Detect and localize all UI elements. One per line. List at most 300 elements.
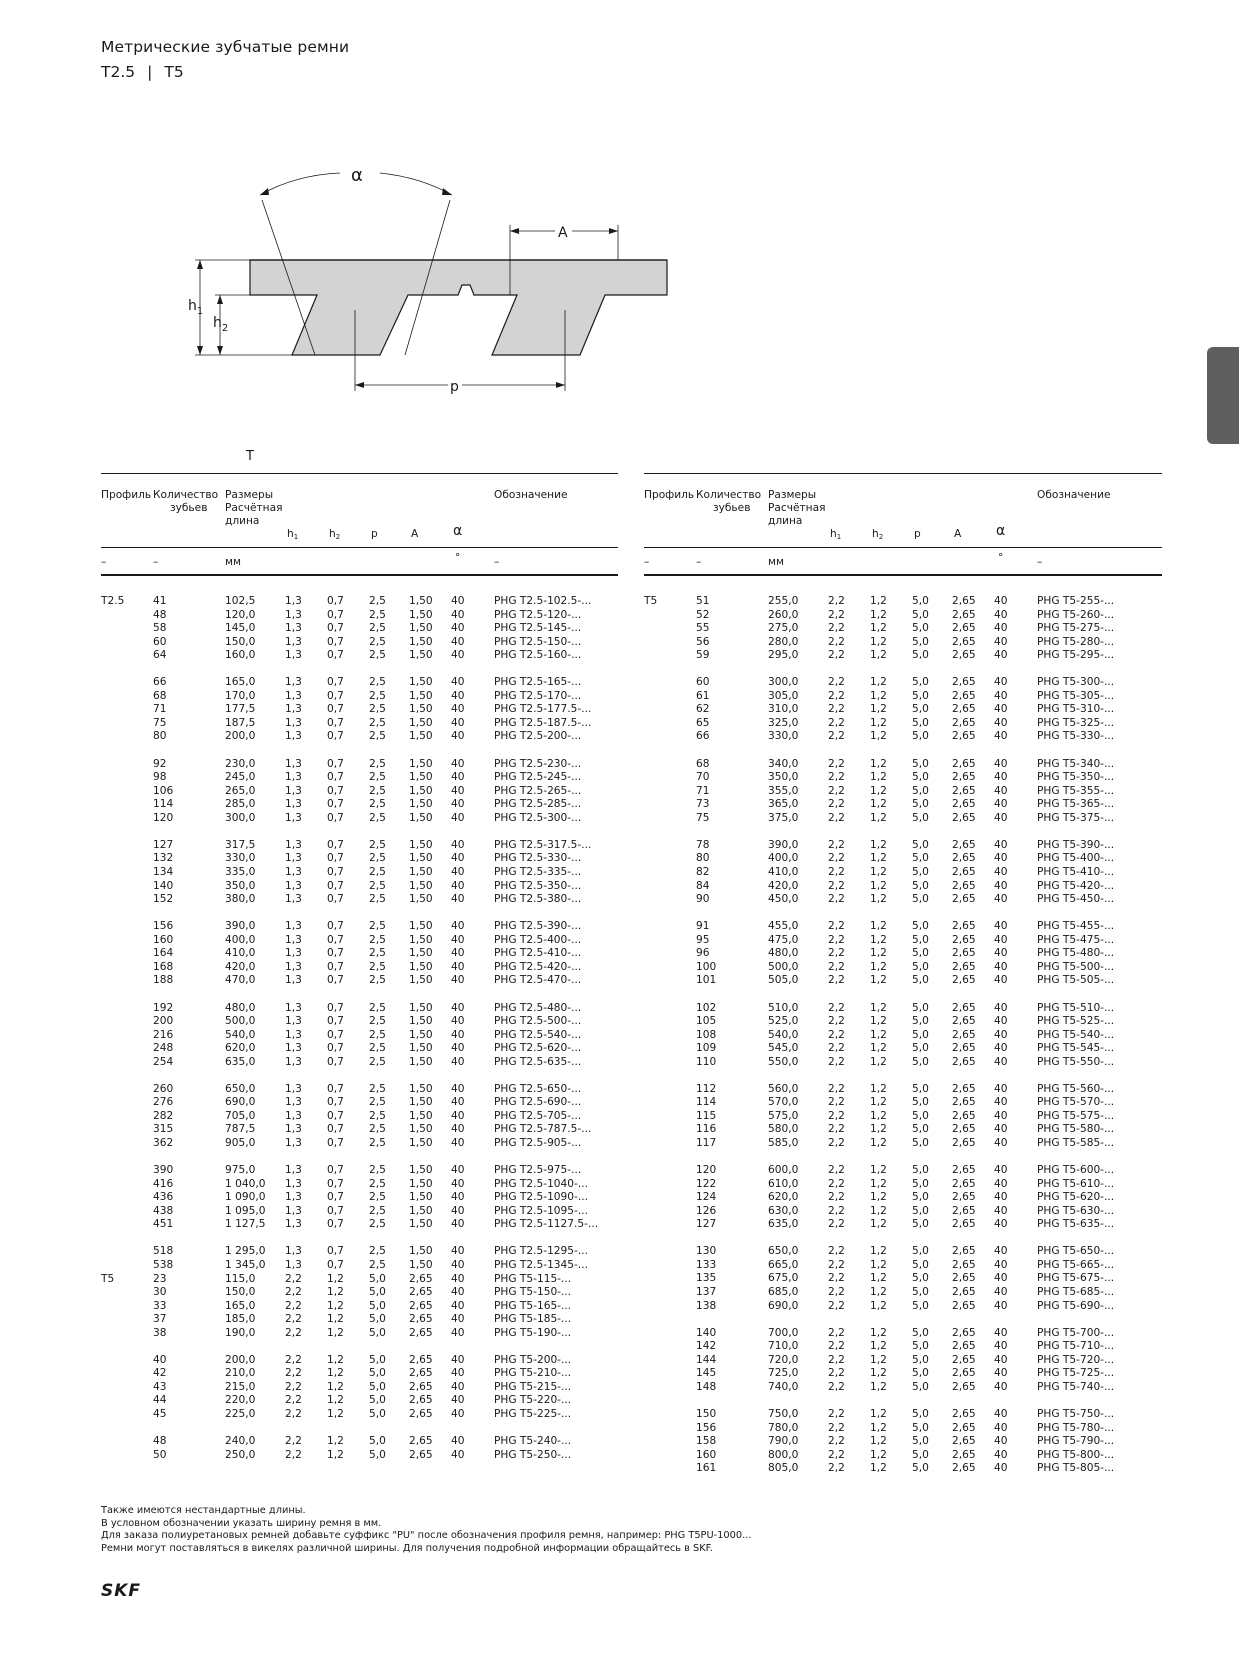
left-cell-h1: 1,3 — [285, 1218, 302, 1231]
right-cell-designation: PHG T5-570-... — [1037, 1096, 1115, 1109]
left-cell-designation: PHG T5-240-... — [494, 1435, 572, 1448]
left-cell-designation: PHG T5-225-... — [494, 1407, 572, 1420]
right-header-dims: Размеры — [768, 489, 817, 501]
right-cell-teeth: 109 — [696, 1042, 717, 1055]
right-cell-teeth: 148 — [696, 1380, 717, 1393]
left-cell-length: 690,0 — [225, 1096, 256, 1109]
left-cell-alpha: 40 — [451, 703, 465, 716]
left-cell-designation: PHG T2.5-905-... — [494, 1136, 582, 1149]
left-cell-teeth: 451 — [153, 1218, 174, 1231]
right-cell-alpha: 40 — [994, 1042, 1008, 1055]
right-table-row — [644, 974, 1162, 988]
left-table-row — [101, 961, 618, 975]
right-cell-a: 2,65 — [952, 920, 976, 933]
left-cell-h2: 0,7 — [327, 1001, 344, 1014]
left-cell-a: 1,50 — [409, 947, 433, 960]
left-cell-teeth: 164 — [153, 947, 174, 960]
skf-logo: SKF — [101, 1581, 142, 1601]
right-cell-h2: 1,2 — [870, 879, 887, 892]
left-cell-alpha: 40 — [451, 1286, 465, 1299]
right-cell-a: 2,65 — [952, 689, 976, 702]
left-cell-h1: 1,3 — [285, 595, 302, 607]
left-cell-alpha: 40 — [451, 1204, 465, 1217]
left-cell-teeth: 30 — [153, 1286, 167, 1299]
right-cell-a: 2,65 — [952, 1204, 976, 1217]
right-table-row — [644, 1435, 1162, 1449]
left-header-designation: Обозначение — [494, 489, 568, 501]
right-cell-teeth: 51 — [696, 595, 710, 607]
right-cell-a: 2,65 — [952, 974, 976, 987]
right-cell-designation: PHG T5-355-... — [1037, 784, 1115, 797]
a-label: A — [558, 225, 568, 241]
left-cell-h2: 1,2 — [327, 1380, 344, 1393]
right-table-row — [644, 1164, 1162, 1178]
left-cell-teeth: 438 — [153, 1204, 174, 1217]
right-cell-teeth: 90 — [696, 893, 710, 906]
left-cell-designation: PHG T2.5-787.5-... — [494, 1123, 592, 1136]
right-cell-a: 2,65 — [952, 716, 976, 729]
right-cell-alpha: 40 — [994, 1353, 1008, 1366]
right-cell-designation: PHG T5-310-... — [1037, 703, 1115, 716]
left-table-row — [101, 1449, 618, 1463]
right-table-row — [644, 880, 1162, 894]
right-cell-a: 2,65 — [952, 608, 976, 621]
right-cell-length: 275,0 — [768, 622, 799, 635]
left-cell-h1: 2,2 — [285, 1299, 302, 1312]
left-cell-alpha: 40 — [451, 649, 465, 662]
left-cell-teeth: 23 — [153, 1272, 167, 1285]
right-cell-h2: 1,2 — [870, 1435, 887, 1448]
left-table-row — [101, 852, 618, 866]
right-cell-h2: 1,2 — [870, 1028, 887, 1041]
left-cell-pitch: 2,5 — [369, 635, 386, 648]
right-table-row — [644, 1408, 1162, 1422]
left-cell-pitch: 2,5 — [369, 1123, 386, 1136]
left-cell-length: 335,0 — [225, 865, 256, 878]
right-cell-pitch: 5,0 — [912, 771, 929, 784]
left-cell-pitch: 2,5 — [369, 1109, 386, 1122]
right-cell-pitch: 5,0 — [912, 1353, 929, 1366]
section-tab[interactable] — [1207, 347, 1239, 444]
left-cell-designation: PHG T5-165-... — [494, 1299, 572, 1312]
left-cell-designation: PHG T2.5-335-... — [494, 865, 582, 878]
left-cell-length: 265,0 — [225, 784, 256, 797]
right-cell-pitch: 5,0 — [912, 933, 929, 946]
footnote-4: Ремни могут поставляться в викелях различной ширины. Для получения подробной информации обращайтесь в SKF. — [101, 1542, 713, 1554]
left-table-row — [101, 1096, 618, 1110]
left-cell-designation: PHG T2.5-102.5-... — [494, 595, 592, 607]
right-cell-alpha: 40 — [994, 784, 1008, 797]
right-cell-alpha: 40 — [994, 1367, 1008, 1380]
left-table-row — [101, 758, 618, 772]
left-cell-pitch: 2,5 — [369, 703, 386, 716]
left-cell-a: 1,50 — [409, 622, 433, 635]
left-cell-teeth: 260 — [153, 1082, 174, 1095]
right-cell-h1: 2,2 — [828, 1326, 845, 1339]
right-cell-length: 610,0 — [768, 1177, 799, 1190]
right-cell-teeth: 61 — [696, 689, 710, 702]
right-table-row — [644, 1327, 1162, 1341]
left-cell-teeth: 60 — [153, 635, 167, 648]
left-cell-designation: PHG T2.5-165-... — [494, 676, 582, 689]
right-cell-h1: 2,2 — [828, 974, 845, 987]
left-cell-h1: 1,3 — [285, 920, 302, 933]
left-table-row — [101, 1259, 618, 1273]
right-cell-pitch: 5,0 — [912, 1367, 929, 1380]
left-cell-h1: 1,3 — [285, 1109, 302, 1122]
right-table-row — [644, 1042, 1162, 1056]
right-cell-h1: 2,2 — [828, 1435, 845, 1448]
left-cell-h1: 1,3 — [285, 879, 302, 892]
left-cell-length: 317,5 — [225, 838, 256, 851]
right-cell-designation: PHG T5-455-... — [1037, 920, 1115, 933]
right-cell-alpha: 40 — [994, 920, 1008, 933]
left-cell-teeth: 44 — [153, 1394, 167, 1407]
right-cell-pitch: 5,0 — [912, 974, 929, 987]
right-cell-alpha: 40 — [994, 879, 1008, 892]
right-cell-pitch: 5,0 — [912, 703, 929, 716]
right-cell-h2: 1,2 — [870, 1109, 887, 1122]
right-cell-h1: 2,2 — [828, 703, 845, 716]
right-cell-h2: 1,2 — [870, 811, 887, 824]
right-cell-pitch: 5,0 — [912, 1421, 929, 1434]
left-cell-h2: 0,7 — [327, 716, 344, 729]
left-cell-pitch: 2,5 — [369, 730, 386, 743]
h2-arrow-bottom — [217, 346, 223, 355]
left-cell-alpha: 40 — [451, 1015, 465, 1028]
left-cell-h2: 0,7 — [327, 1136, 344, 1149]
left-cell-a: 2,65 — [409, 1394, 433, 1407]
right-cell-teeth: 144 — [696, 1353, 717, 1366]
left-cell-h2: 0,7 — [327, 757, 344, 770]
right-cell-h2: 1,2 — [870, 1123, 887, 1136]
right-cell-teeth: 142 — [696, 1340, 717, 1353]
left-table-row — [101, 1354, 618, 1368]
right-cell-designation: PHG T5-400-... — [1037, 852, 1115, 865]
left-cell-teeth: 37 — [153, 1313, 167, 1326]
left-cell-h1: 2,2 — [285, 1313, 302, 1326]
page-title: Метрические зубчатые ремни — [101, 38, 350, 56]
right-cell-alpha: 40 — [994, 1177, 1008, 1190]
right-cell-a: 2,65 — [952, 784, 976, 797]
right-cell-a: 2,65 — [952, 1028, 976, 1041]
left-table-row — [101, 1015, 618, 1029]
left-cell-pitch: 2,5 — [369, 974, 386, 987]
left-cell-alpha: 40 — [451, 689, 465, 702]
left-cell-pitch: 2,5 — [369, 1055, 386, 1068]
right-cell-designation: PHG T5-325-... — [1037, 716, 1115, 729]
left-cell-teeth: 152 — [153, 893, 174, 906]
left-cell-h2: 0,7 — [327, 1245, 344, 1258]
left-cell-length: 420,0 — [225, 960, 256, 973]
left-cell-teeth: 43 — [153, 1380, 167, 1393]
left-cell-h2: 0,7 — [327, 893, 344, 906]
left-cell-a: 1,50 — [409, 811, 433, 824]
right-cell-a: 2,65 — [952, 1015, 976, 1028]
right-cell-alpha: 40 — [994, 974, 1008, 987]
left-cell-teeth: 38 — [153, 1326, 167, 1339]
left-cell-alpha: 40 — [451, 1109, 465, 1122]
left-cell-length: 150,0 — [225, 635, 256, 648]
left-cell-alpha: 40 — [451, 1313, 465, 1326]
right-cell-h1: 2,2 — [828, 1380, 845, 1393]
left-table-row — [101, 703, 618, 717]
left-cell-a: 2,65 — [409, 1326, 433, 1339]
left-cell-h2: 0,7 — [327, 649, 344, 662]
right-cell-length: 805,0 — [768, 1462, 799, 1475]
right-cell-alpha: 40 — [994, 1082, 1008, 1095]
left-cell-alpha: 40 — [451, 1136, 465, 1149]
footnote-1: Также имеются нестандартные длины. — [101, 1505, 306, 1516]
right-cell-designation: PHG T5-790-... — [1037, 1435, 1115, 1448]
right-table-row — [644, 785, 1162, 799]
right-cell-length: 630,0 — [768, 1204, 799, 1217]
right-cell-length: 675,0 — [768, 1272, 799, 1285]
left-cell-h2: 0,7 — [327, 1082, 344, 1095]
left-cell-h1: 1,3 — [285, 771, 302, 784]
left-cell-designation: PHG T2.5-1095-... — [494, 1204, 588, 1217]
right-cell-h1: 2,2 — [828, 1042, 845, 1055]
right-cell-designation: PHG T5-600-... — [1037, 1164, 1115, 1177]
left-cell-h1: 2,2 — [285, 1286, 302, 1299]
right-cell-length: 510,0 — [768, 1001, 799, 1014]
left-cell-designation: PHG T2.5-150-... — [494, 635, 582, 648]
right-cell-h2: 1,2 — [870, 1082, 887, 1095]
right-cell-designation: PHG T5-410-... — [1037, 865, 1115, 878]
right-table-row — [644, 622, 1162, 636]
left-cell-alpha: 40 — [451, 595, 465, 607]
right-cell-a: 2,65 — [952, 595, 976, 607]
left-cell-a: 1,50 — [409, 676, 433, 689]
right-cell-teeth: 95 — [696, 933, 710, 946]
left-cell-pitch: 2,5 — [369, 798, 386, 811]
left-table-row — [101, 1381, 618, 1395]
left-header-h2-sub: 2 — [335, 533, 341, 541]
left-cell-a: 1,50 — [409, 635, 433, 648]
right-cell-length: 545,0 — [768, 1042, 799, 1055]
right-cell-designation: PHG T5-725-... — [1037, 1367, 1115, 1380]
right-cell-h1: 2,2 — [828, 635, 845, 648]
right-cell-pitch: 5,0 — [912, 1340, 929, 1353]
right-table-row — [644, 1340, 1162, 1354]
right-table-row — [644, 636, 1162, 650]
left-cell-alpha: 40 — [451, 1123, 465, 1136]
right-cell-h2: 1,2 — [870, 1258, 887, 1271]
right-cell-designation: PHG T5-710-... — [1037, 1340, 1115, 1353]
right-cell-h1: 2,2 — [828, 811, 845, 824]
right-cell-alpha: 40 — [994, 1218, 1008, 1231]
right-header-count2: зубьев — [713, 502, 751, 514]
left-cell-length: 705,0 — [225, 1109, 256, 1122]
right-cell-h2: 1,2 — [870, 974, 887, 987]
left-cell-a: 2,65 — [409, 1272, 433, 1285]
left-cell-designation: PHG T2.5-620-... — [494, 1042, 582, 1055]
left-cell-designation: PHG T5-220-... — [494, 1394, 572, 1407]
left-cell-pitch: 2,5 — [369, 893, 386, 906]
right-cell-pitch: 5,0 — [912, 1136, 929, 1149]
left-cell-h2: 0,7 — [327, 838, 344, 851]
right-cell-h2: 1,2 — [870, 1164, 887, 1177]
left-cell-alpha: 40 — [451, 1299, 465, 1312]
left-cell-a: 1,50 — [409, 771, 433, 784]
left-table-row — [101, 717, 618, 731]
left-unit-count: – — [153, 556, 159, 568]
right-cell-designation: PHG T5-580-... — [1037, 1123, 1115, 1136]
right-cell-designation: PHG T5-295-... — [1037, 649, 1115, 662]
left-cell-teeth: 192 — [153, 1001, 174, 1014]
right-cell-designation: PHG T5-675-... — [1037, 1272, 1115, 1285]
left-cell-a: 1,50 — [409, 649, 433, 662]
left-cell-pitch: 2,5 — [369, 920, 386, 933]
right-cell-teeth: 122 — [696, 1177, 717, 1190]
right-cell-h1: 2,2 — [828, 960, 845, 973]
left-cell-length: 165,0 — [225, 1299, 256, 1312]
h2-label: $h_2$ — [213, 315, 229, 334]
right-cell-h1: 2,2 — [828, 1109, 845, 1122]
right-cell-designation: PHG T5-805-... — [1037, 1462, 1115, 1475]
left-table-row — [101, 676, 618, 690]
alpha-arc-left — [260, 173, 340, 195]
left-cell-h2: 1,2 — [327, 1407, 344, 1420]
right-cell-h1: 2,2 — [828, 1353, 845, 1366]
left-cell-alpha: 40 — [451, 716, 465, 729]
left-cell-h2: 0,7 — [327, 798, 344, 811]
left-cell-length: 165,0 — [225, 676, 256, 689]
left-cell-alpha: 40 — [451, 1407, 465, 1420]
left-cell-alpha: 40 — [451, 1435, 465, 1448]
right-cell-h2: 1,2 — [870, 960, 887, 973]
left-cell-teeth: 48 — [153, 608, 167, 621]
right-cell-a: 2,65 — [952, 1109, 976, 1122]
right-cell-a: 2,65 — [952, 1082, 976, 1095]
left-cell-h2: 0,7 — [327, 784, 344, 797]
right-header-A: A — [954, 528, 962, 540]
left-cell-designation: PHG T2.5-1040-... — [494, 1177, 588, 1190]
right-cell-designation: PHG T5-365-... — [1037, 798, 1115, 811]
right-cell-designation: PHG T5-375-... — [1037, 811, 1115, 824]
left-cell-teeth: 538 — [153, 1258, 174, 1271]
right-cell-h2: 1,2 — [870, 1462, 887, 1475]
subtitle-separator: | — [147, 63, 153, 81]
right-cell-teeth: 52 — [696, 608, 710, 621]
left-cell-alpha: 40 — [451, 865, 465, 878]
left-table-row — [101, 880, 618, 894]
left-cell-h2: 0,7 — [327, 1055, 344, 1068]
left-cell-alpha: 40 — [451, 1055, 465, 1068]
left-cell-alpha: 40 — [451, 933, 465, 946]
left-cell-a: 1,50 — [409, 838, 433, 851]
right-cell-a: 2,65 — [952, 879, 976, 892]
left-cell-h1: 2,2 — [285, 1394, 302, 1407]
left-table-row — [101, 1002, 618, 1016]
left-cell-designation: PHG T2.5-1090-... — [494, 1191, 588, 1204]
right-cell-a: 2,65 — [952, 649, 976, 662]
right-cell-h2: 1,2 — [870, 1448, 887, 1461]
right-cell-length: 475,0 — [768, 933, 799, 946]
left-cell-length: 650,0 — [225, 1082, 256, 1095]
right-cell-length: 700,0 — [768, 1326, 799, 1339]
left-cell-length: 330,0 — [225, 852, 256, 865]
left-cell-h2: 0,7 — [327, 1096, 344, 1109]
right-table-row — [644, 1015, 1162, 1029]
left-cell-length: 120,0 — [225, 608, 256, 621]
right-table-row — [644, 1056, 1162, 1070]
right-table-row — [644, 812, 1162, 826]
left-cell-length: 150,0 — [225, 1286, 256, 1299]
right-cell-teeth: 56 — [696, 635, 710, 648]
right-cell-h1: 2,2 — [828, 595, 845, 607]
left-table-row — [101, 609, 618, 623]
left-cell-teeth: 40 — [153, 1353, 167, 1366]
left-cell-designation: PHG T2.5-330-... — [494, 852, 582, 865]
h1-arrow-top — [197, 260, 203, 269]
left-cell-pitch: 2,5 — [369, 771, 386, 784]
right-cell-h1: 2,2 — [828, 649, 845, 662]
right-cell-h1: 2,2 — [828, 1123, 845, 1136]
left-cell-pitch: 2,5 — [369, 933, 386, 946]
right-cell-pitch: 5,0 — [912, 608, 929, 621]
left-cell-pitch: 5,0 — [369, 1313, 386, 1326]
left-cell-pitch: 5,0 — [369, 1380, 386, 1393]
right-cell-teeth: 78 — [696, 838, 710, 851]
left-cell-length: 200,0 — [225, 1353, 256, 1366]
left-cell-designation: PHG T2.5-690-... — [494, 1096, 582, 1109]
left-table-row — [101, 1083, 618, 1097]
alpha-arrow-right — [442, 188, 452, 195]
left-cell-teeth: 160 — [153, 933, 174, 946]
left-cell-h1: 2,2 — [285, 1272, 302, 1285]
left-cell-h2: 0,7 — [327, 1109, 344, 1122]
left-cell-a: 1,50 — [409, 784, 433, 797]
right-cell-h2: 1,2 — [870, 920, 887, 933]
right-cell-h1: 2,2 — [828, 771, 845, 784]
right-cell-alpha: 40 — [994, 1286, 1008, 1299]
right-cell-h1: 2,2 — [828, 838, 845, 851]
right-table-row — [644, 893, 1162, 907]
right-cell-teeth: 65 — [696, 716, 710, 729]
left-cell-pitch: 2,5 — [369, 1245, 386, 1258]
right-cell-alpha: 40 — [994, 1123, 1008, 1136]
right-cell-pitch: 5,0 — [912, 852, 929, 865]
left-profile-label: T5 — [101, 1272, 115, 1285]
left-cell-h2: 0,7 — [327, 1218, 344, 1231]
left-cell-teeth: 216 — [153, 1028, 174, 1041]
right-cell-alpha: 40 — [994, 1028, 1008, 1041]
right-cell-pitch: 5,0 — [912, 1177, 929, 1190]
left-cell-h2: 0,7 — [327, 1204, 344, 1217]
left-cell-designation: PHG T2.5-170-... — [494, 689, 582, 702]
left-cell-h2: 0,7 — [327, 635, 344, 648]
left-cell-teeth: 50 — [153, 1448, 167, 1461]
h1-arrow-bottom — [197, 346, 203, 355]
right-cell-h1: 2,2 — [828, 716, 845, 729]
left-cell-alpha: 40 — [451, 608, 465, 621]
right-cell-h2: 1,2 — [870, 595, 887, 607]
left-cell-pitch: 5,0 — [369, 1272, 386, 1285]
right-cell-alpha: 40 — [994, 1380, 1008, 1393]
right-cell-h2: 1,2 — [870, 1055, 887, 1068]
right-cell-designation: PHG T5-505-... — [1037, 974, 1115, 987]
right-cell-designation: PHG T5-720-... — [1037, 1353, 1115, 1366]
left-cell-h1: 1,3 — [285, 1245, 302, 1258]
right-cell-h1: 2,2 — [828, 1448, 845, 1461]
left-cell-pitch: 2,5 — [369, 960, 386, 973]
left-cell-a: 2,65 — [409, 1407, 433, 1420]
right-cell-h1: 2,2 — [828, 1164, 845, 1177]
right-cell-length: 350,0 — [768, 771, 799, 784]
right-cell-a: 2,65 — [952, 1340, 976, 1353]
right-cell-h2: 1,2 — [870, 933, 887, 946]
